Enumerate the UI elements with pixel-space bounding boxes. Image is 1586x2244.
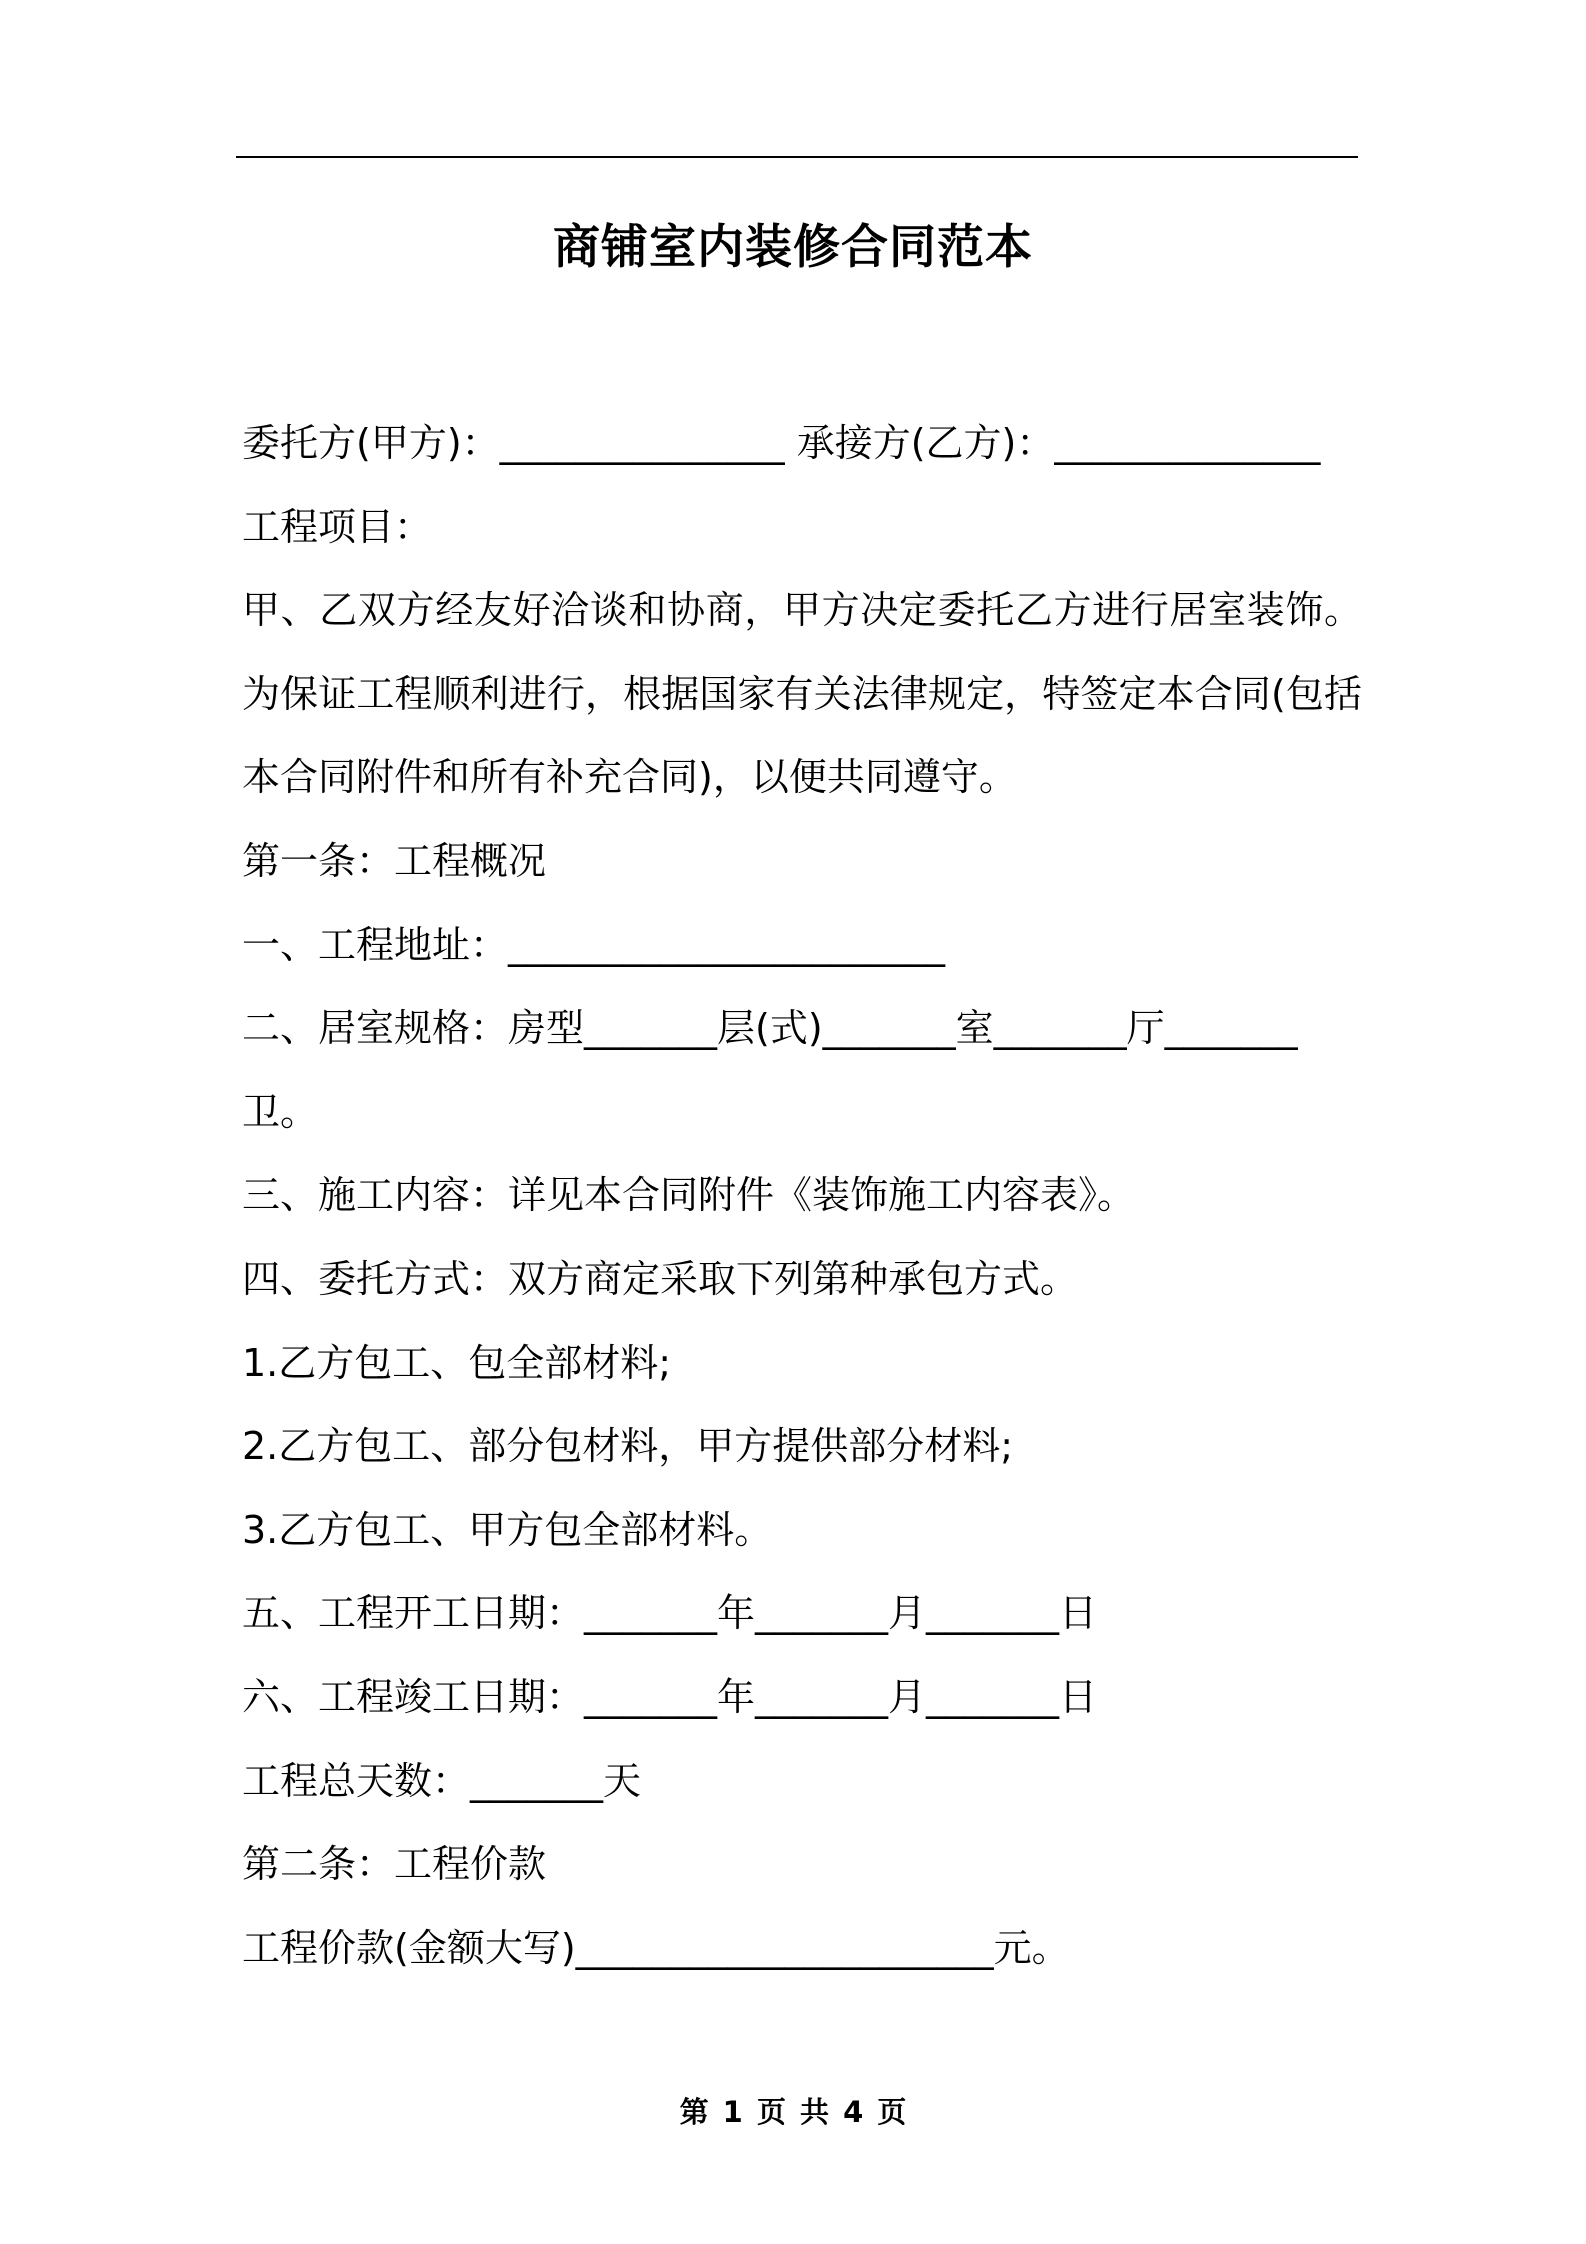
option1: 1.乙方包工、包全部材料; xyxy=(242,1340,672,1385)
article2-heading: 第二条：工程价款 xyxy=(242,1842,547,1887)
article1-heading: 第一条：工程概况 xyxy=(242,838,547,883)
item2-spec-line1: 二、居室规格：房型_______层(式)_______室_______厅_______ xyxy=(242,1006,1298,1051)
item1-address: 一、工程地址：_______________________ xyxy=(242,922,946,967)
option3: 3.乙方包工、甲方包全部材料。 xyxy=(242,1507,773,1552)
total-days: 工程总天数：_______天 xyxy=(242,1758,642,1803)
option2: 2.乙方包工、部分包材料，甲方提供部分材料; xyxy=(242,1424,1014,1469)
item6-end-date: 六、工程竣工日期：_______年_______月_______日 xyxy=(242,1674,1098,1719)
parties-line: 委托方(甲方)：_______________ 承接方(乙方)：______________ xyxy=(242,421,1321,465)
item2-spec-line2: 卫。 xyxy=(242,1089,319,1134)
price-line: 工程价款(金额大写)______________________元。 xyxy=(242,1925,1070,1970)
item4-method: 四、委托方式：双方商定采取下列第种承包方式。 xyxy=(242,1256,1079,1301)
item5-start-date: 五、工程开工日期：_______年_______月_______日 xyxy=(242,1591,1098,1636)
intro-paragraph: 甲、乙双方经友好洽谈和协商，甲方决定委托乙方进行居室装饰。为保证工程顺利进行，根据国家有关法律规定，特签定本合同(包括本合同附件和所有补充合同)，以便共同遵守。 xyxy=(242,588,1362,800)
document-title: 商铺室内装修合同范本 xyxy=(553,220,1033,275)
header-rule xyxy=(236,156,1358,158)
page-indicator: 第 1 页 共 4 页 xyxy=(679,2095,907,2129)
item3-content: 三、施工内容：详见本合同附件《装饰施工内容表》。 xyxy=(242,1173,1136,1218)
contract-body xyxy=(242,402,1362,1990)
project-label: 工程项目： xyxy=(242,504,433,549)
